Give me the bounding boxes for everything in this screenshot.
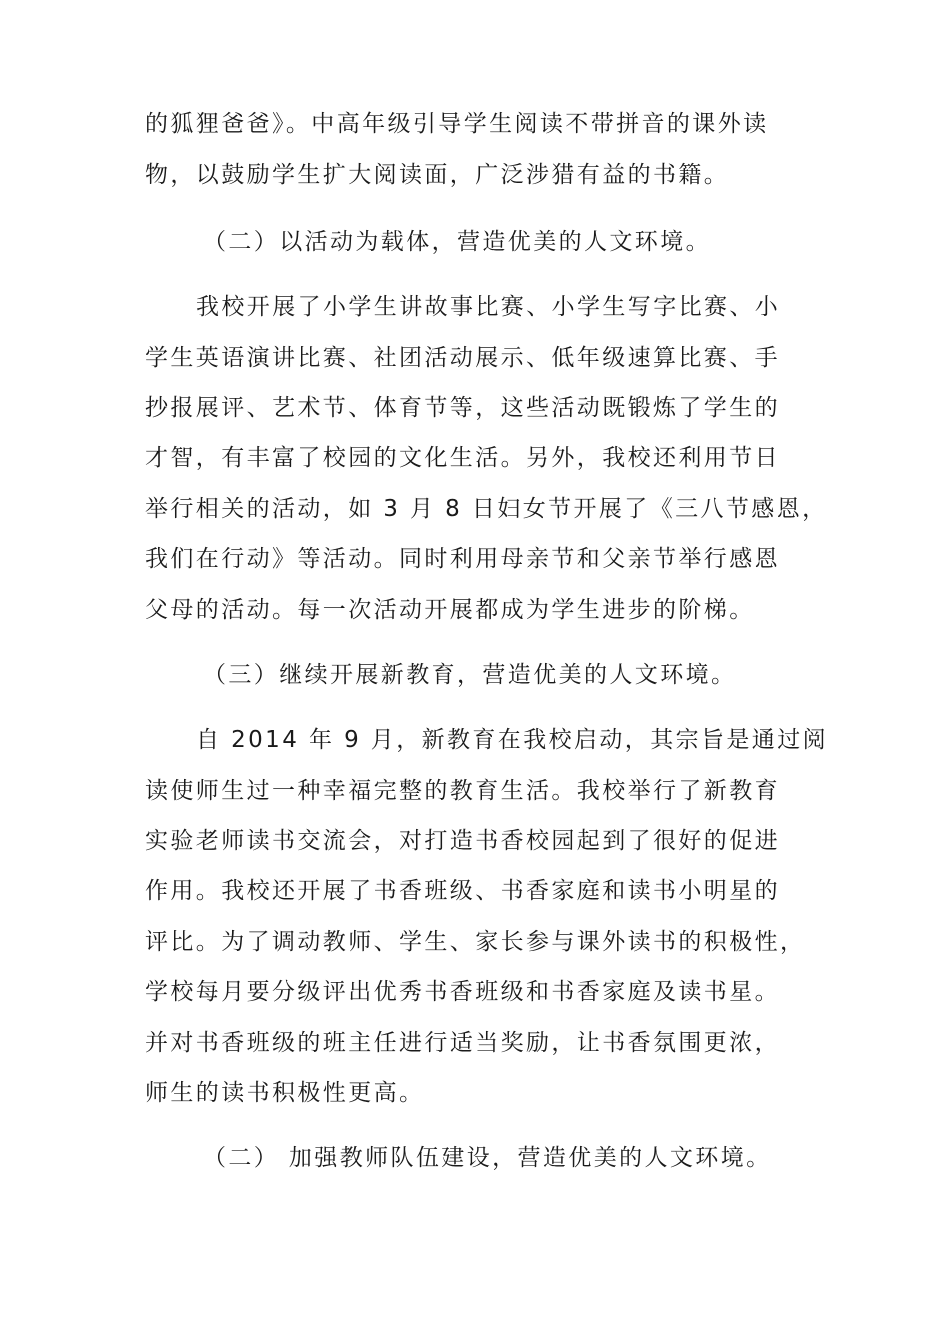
section-heading: （二） 加强教师队伍建设，营造优美的人文环境。 xyxy=(203,1145,772,1171)
paragraph-line: 的狐狸爸爸》。中高年级引导学生阅读不带拼音的课外读 xyxy=(145,111,769,137)
section-heading: （二）以活动为载体，营造优美的人文环境。 xyxy=(203,229,711,255)
paragraph-line: 物，以鼓励学生扩大阅读面，广泛涉猎有益的书籍。 xyxy=(145,162,730,188)
paragraph-line: 读使师生过一种幸福完整的教育生活。我校举行了新教育 xyxy=(145,778,780,804)
paragraph-line: 自 2014 年 9 月，新教育在我校启动，其宗旨是通过阅 xyxy=(196,727,829,753)
paragraph-line: 抄报展评、艺术节、体育节等，这些活动既锻炼了学生的 xyxy=(145,395,780,421)
paragraph-line: 实验老师读书交流会，对打造书香校园起到了很好的促进 xyxy=(145,828,780,854)
paragraph-line: 我校开展了小学生讲故事比赛、小学生写字比赛、小 xyxy=(196,294,781,320)
paragraph-line: 才智，有丰富了校园的文化生活。另外，我校还利用节日 xyxy=(145,445,780,471)
paragraph-line: 评比。为了调动教师、学生、家长参与课外读书的积极性， xyxy=(145,929,806,955)
paragraph-line: 学生英语演讲比赛、社团活动展示、低年级速算比赛、手 xyxy=(145,345,780,371)
section-heading: （三）继续开展新教育，营造优美的人文环境。 xyxy=(203,662,737,688)
paragraph-line: 我们在行动》等活动。同时利用母亲节和父亲节举行感恩 xyxy=(145,546,780,572)
paragraph-line: 举行相关的活动，如 3 月 8 日妇女节开展了《三八节感恩， xyxy=(145,496,828,522)
paragraph-line: 并对书香班级的班主任进行适当奖励，让书香氛围更浓， xyxy=(145,1030,780,1056)
paragraph-line: 学校每月要分级评出优秀书香班级和书香家庭及读书星。 xyxy=(145,979,780,1005)
paragraph-line: 父母的活动。每一次活动开展都成为学生进步的阶梯。 xyxy=(145,597,755,623)
paragraph-line: 师生的读书积极性更高。 xyxy=(145,1080,425,1106)
paragraph-line: 作用。我校还开展了书香班级、书香家庭和读书小明星的 xyxy=(145,878,780,904)
